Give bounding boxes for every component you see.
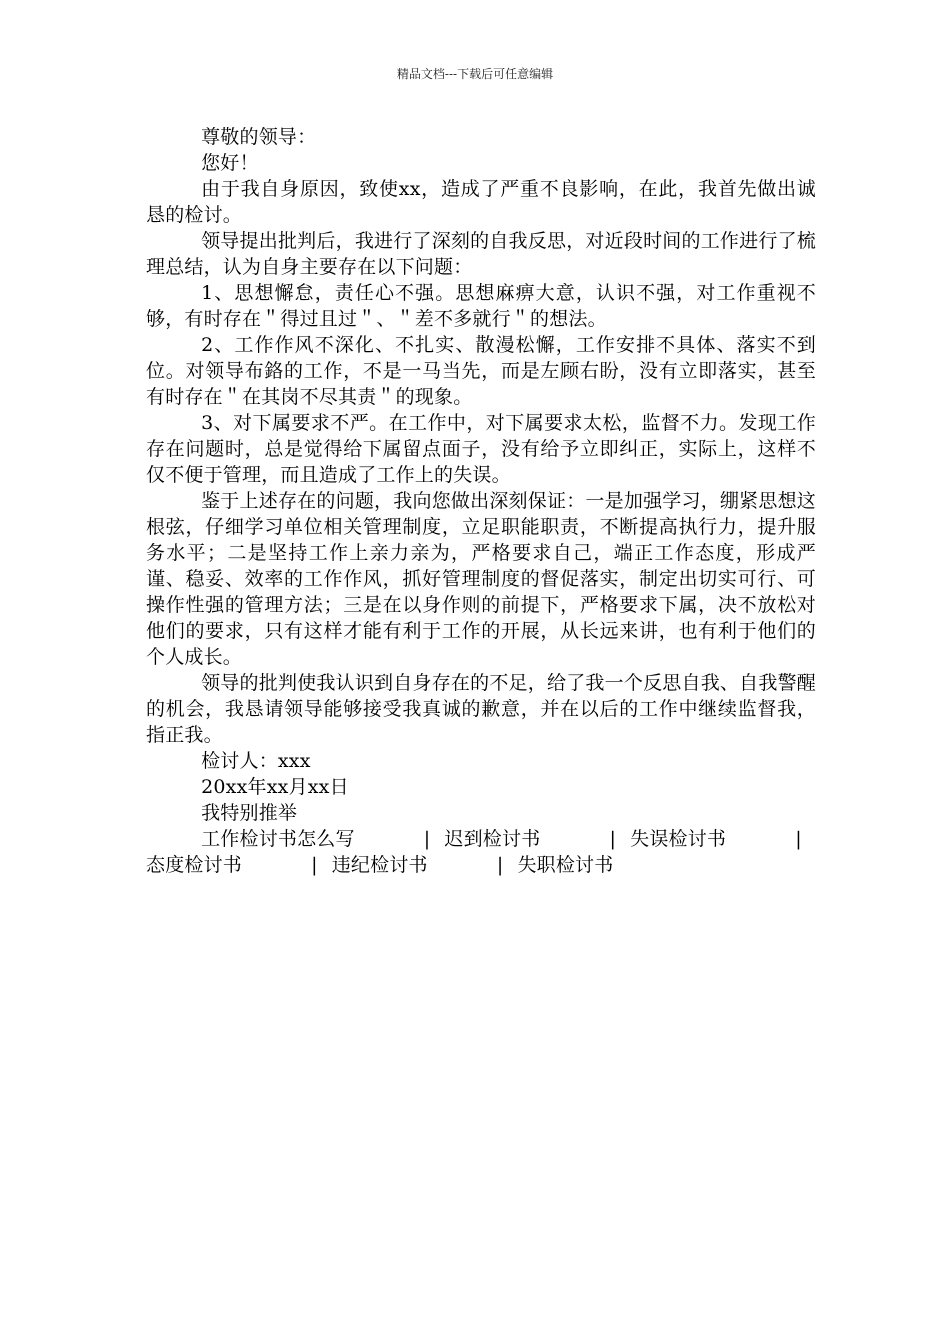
recommend-label: 我特别推举	[201, 802, 298, 824]
document-body	[146, 124, 816, 878]
salutation: 尊敬的领导：	[201, 126, 317, 148]
greeting: 您好！	[201, 152, 259, 174]
link-separator: |	[311, 854, 318, 876]
related-link[interactable]: 迟到检讨书	[444, 828, 541, 850]
link-separator: |	[496, 854, 504, 876]
related-links	[146, 826, 816, 878]
paragraph-problem-2: 2、工作作风不深化、不扎实、散漫松懈，工作安排不具体、落实不到位。对领导布鉻的工作，不是一马当先，而是左顾右盼，没有立即落实，甚至有时存在＂在其岗不尽其责＂的现象。	[146, 334, 816, 408]
header-note: 精品文档---下载后可任意编辑	[396, 67, 554, 81]
related-link[interactable]: 违纪检讨书	[331, 854, 428, 876]
paragraph-closing: 领导的批判使我认识到自身存在的不足，给了我一个反思自我、自我警醒的机会，我恳请领导能够接受我真诚的歉意，并在以后的工作中继续监督我，指正我。	[146, 672, 816, 746]
paragraph-opening: 由于我自身原因，致使xx，造成了严重不良影响，在此，我首先做出诚恳的检讨。	[146, 178, 816, 226]
paragraph-problem-3: 3、对下属要求不严。在工作中，对下属要求太松，监督不力。发现工作存在问题时，总是觉得给下属留点面子，没有给予立即纠正，实际上，这样不仅不便于管理，而且造成了工作上的失误。	[146, 412, 816, 486]
paragraph-reflection: 领导提出批判后，我进行了深刻的自我反思，对近段时间的工作进行了梳理总结，认为自身主要存在以下问题：	[146, 230, 816, 278]
paragraph-guarantee: 鉴于上述存在的问题，我向您做出深刻保证：一是加强学习，绷紧思想这根弦，仔细学习单位相关管理制度，立足职能职责，不断提高执行力，提升服务水平；二是坚持工作上亲力亲为，严格要求自己，端正工作态度，形成严谨、稳妥、效率的工作作风，抓好管理制度的督促落实，制定出切实可行、可操作性强的管理方法；三是在以身作则的前提下，严格要求下属，决不放松对他们的要求，只有这样才能有利于工作的开展，从长远来讲，也有利于他们的个人成长。	[146, 490, 816, 668]
date: 20xx年xx月xx日	[201, 776, 349, 798]
link-separator: |	[423, 828, 431, 850]
link-separator: |	[795, 828, 802, 850]
signature: 检讨人：xxx	[201, 750, 311, 772]
related-link[interactable]: 工作检讨书怎么写	[201, 828, 355, 850]
related-link[interactable]: 态度检讨书	[146, 854, 243, 876]
link-separator: |	[609, 828, 617, 850]
paragraph-problem-1: 1、思想懈怠，责任心不强。思想麻痹大意，认识不强，对工作重视不够，有时存在＂得过且过＂、＂差不多就行＂的想法。	[146, 282, 816, 330]
related-link[interactable]: 失职检讨书	[517, 854, 614, 876]
related-link[interactable]: 失误检讨书	[630, 828, 727, 850]
